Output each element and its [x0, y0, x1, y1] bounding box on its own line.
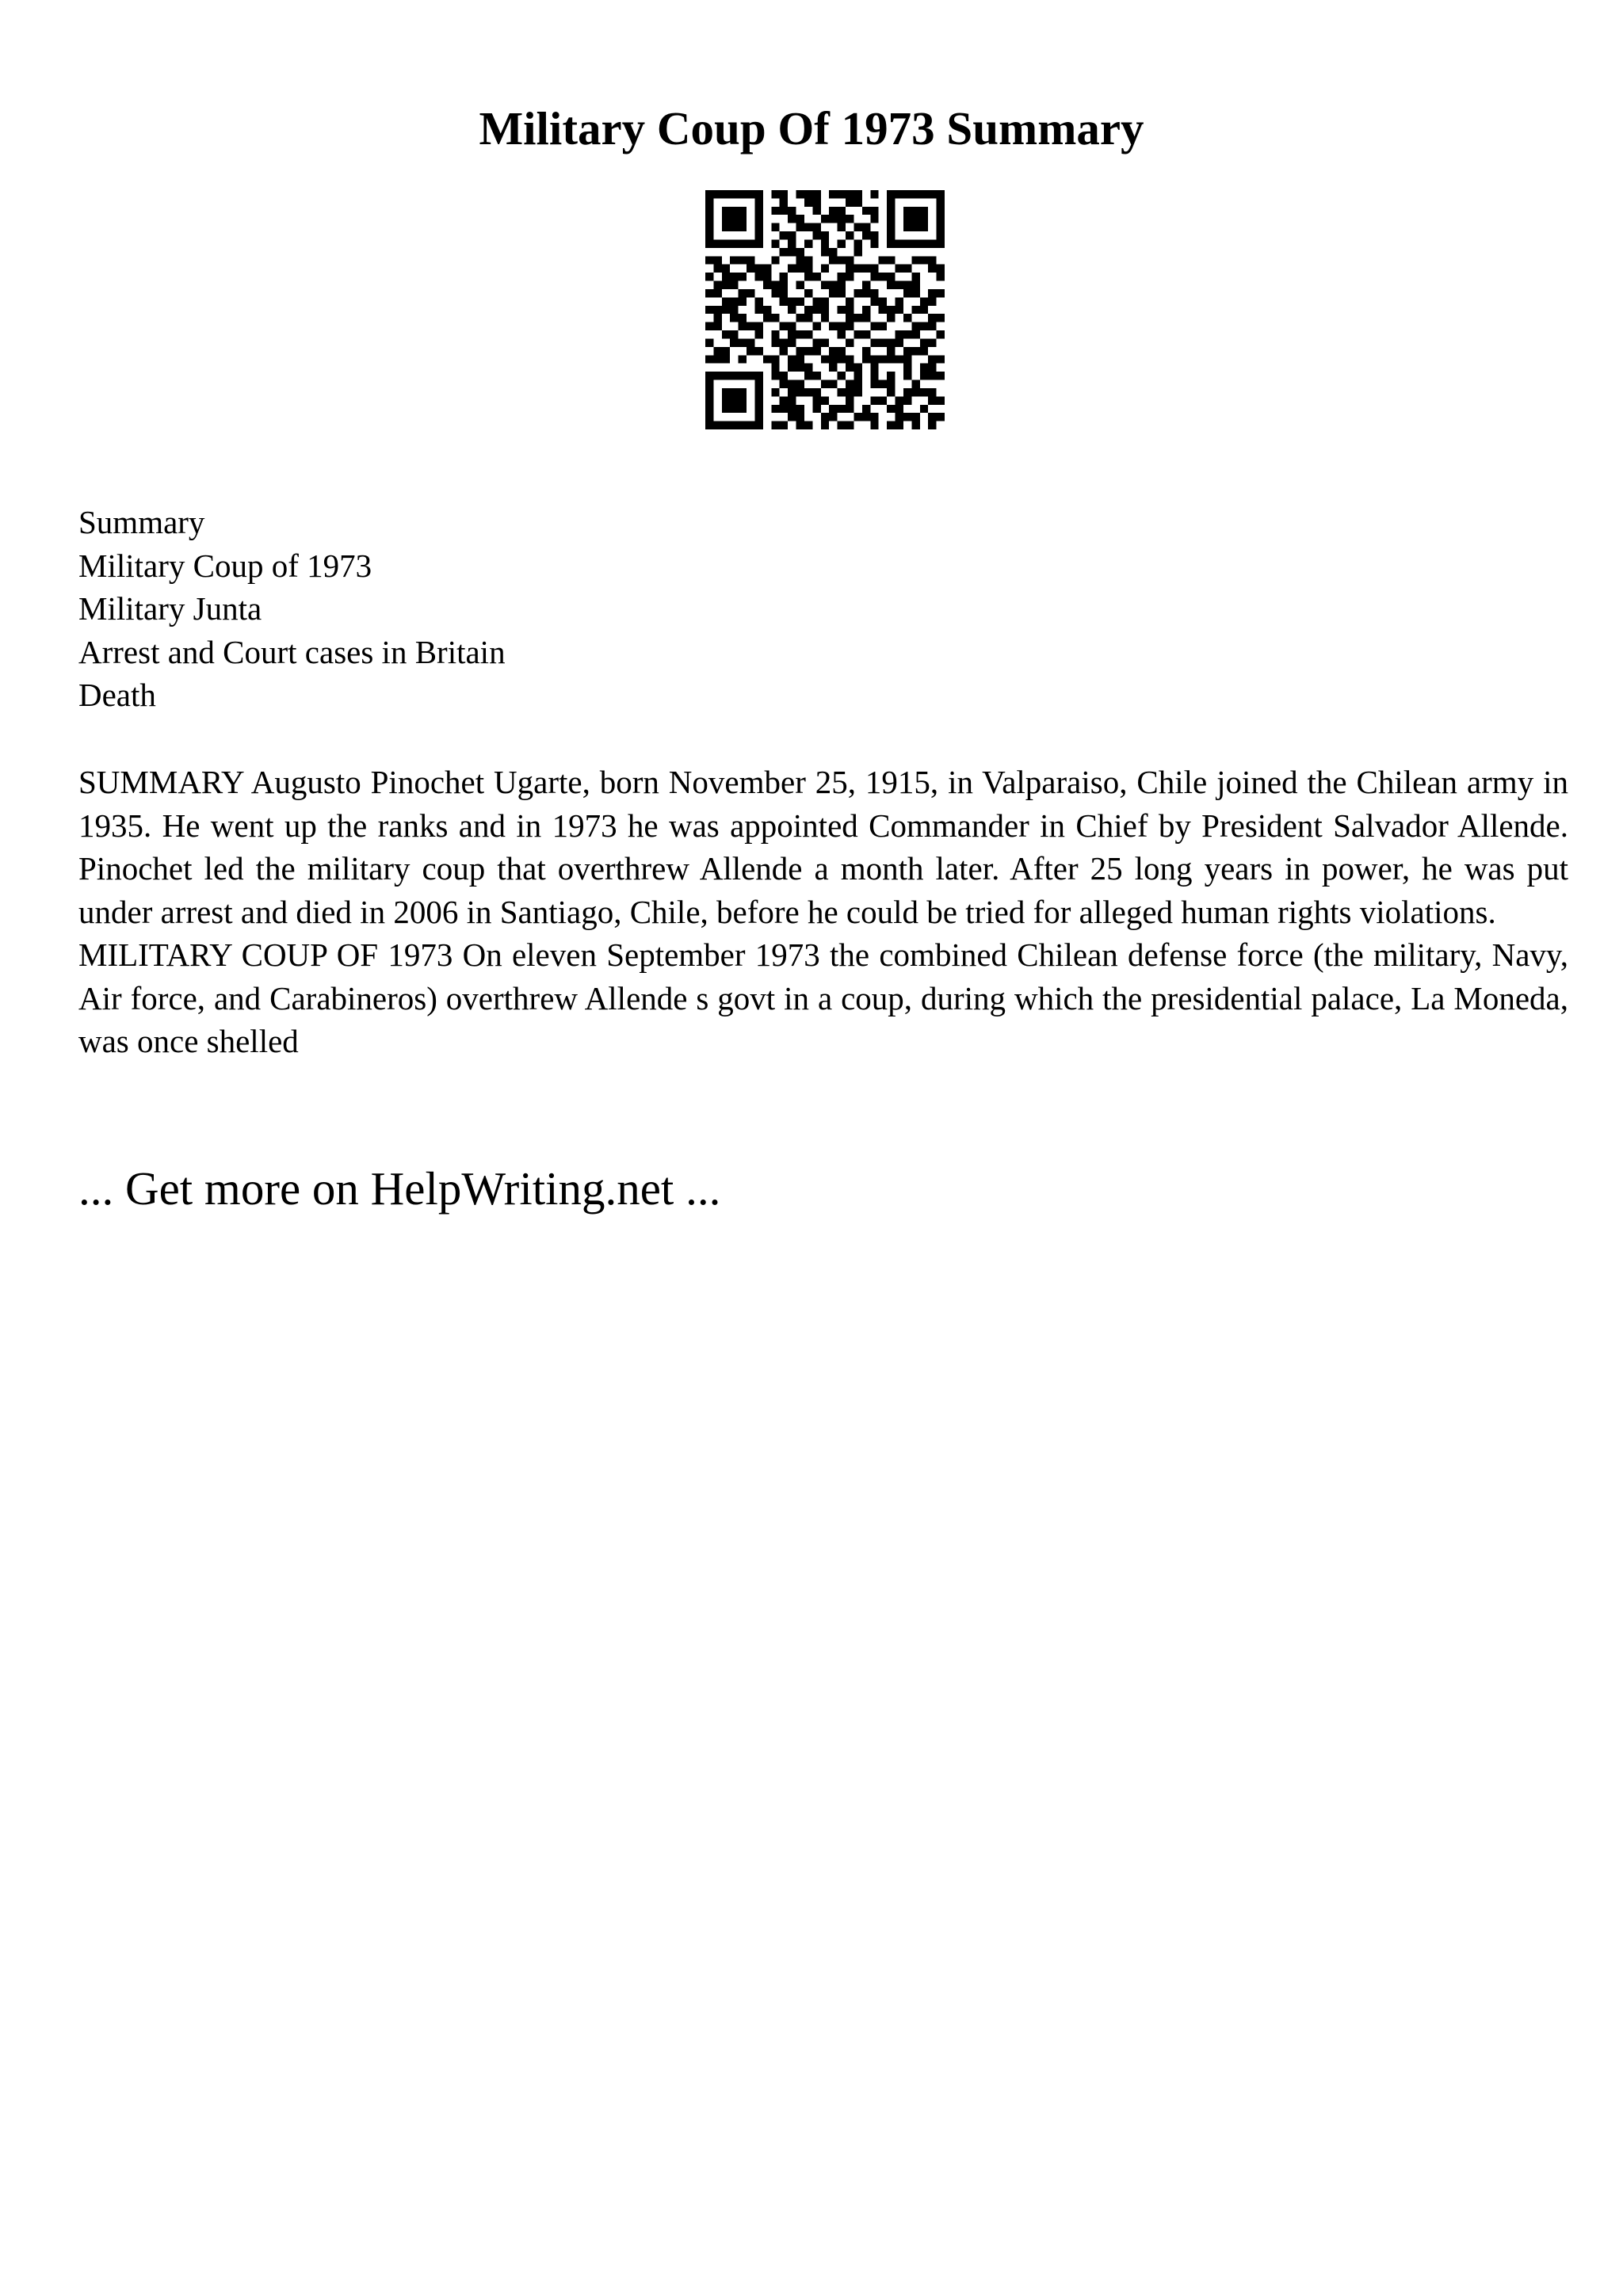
paragraph-military-coup: MILITARY COUP OF 1973 On eleven September 1973 the combined Chilean defense force (the military, Navy, Air force, and Carabineros) overthrew Allende s govt in a coup, during which the presidential palace, La Moneda, was once shelled	[78, 936, 1568, 1059]
table-of-contents	[78, 501, 506, 717]
toc-item-arrest-court-cases: Arrest and Court cases in Britain	[78, 633, 506, 670]
qr-code-icon[interactable]	[705, 190, 945, 429]
paragraph-summary: SUMMARY Augusto Pinochet Ugarte, born November 25, 1915, in Valparaiso, Chile joined the Chilean army in 1935. He went up the ranks and in 1973 he was appointed Commander in Chief by President Salvador Allende. Pinochet led the military coup that overthrew Allende a month later. After 25 long years in power, he was put under arrest and died in 2006 in Santiago, Chile, before he could be tried for alleged human rights violations.	[78, 764, 1568, 930]
page-title: Military Coup Of 1973 Summary	[479, 102, 1144, 154]
toc-item-military-coup: Military Coup of 1973	[78, 547, 372, 584]
toc-item-summary: Summary	[78, 504, 205, 540]
body-text	[78, 761, 1568, 1063]
toc-item-death: Death	[78, 677, 156, 713]
toc-item-military-junta: Military Junta	[78, 590, 262, 627]
get-more-link[interactable]: ... Get more on HelpWriting.net ...	[78, 1162, 721, 1215]
qr-code-graphic	[705, 190, 945, 429]
